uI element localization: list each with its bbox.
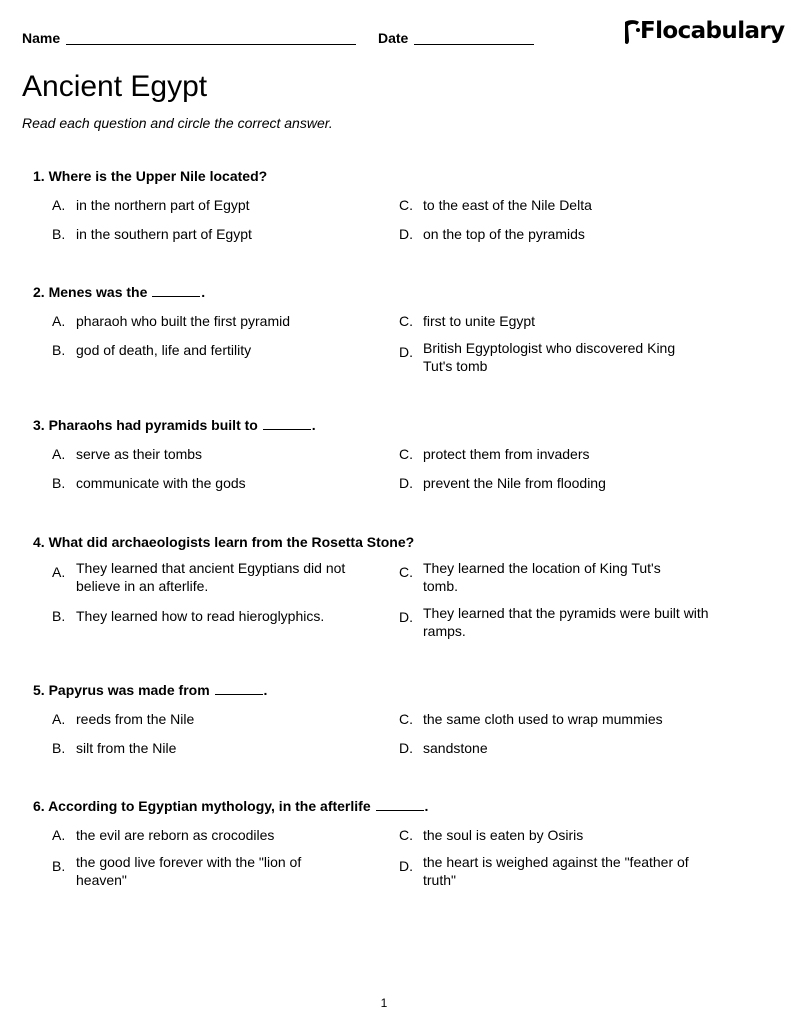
- question-prompt: What did archaeologists learn from the Rosetta Stone?: [48, 534, 415, 550]
- option-letter: A.: [52, 827, 66, 843]
- answer-blank: [263, 419, 311, 430]
- question-text: [33, 417, 733, 433]
- question-number: 2.: [33, 284, 45, 300]
- option-text: They learned that ancient Egyptians did not believe in an afterlife.: [76, 560, 346, 594]
- question-text: [33, 682, 733, 698]
- question-text: [33, 534, 733, 550]
- option-letter: D.: [399, 858, 413, 874]
- question-prompt: Menes was the: [48, 284, 148, 300]
- option-letter: D.: [399, 226, 413, 242]
- option-letter: A.: [52, 313, 66, 329]
- option-letter: D.: [399, 740, 413, 756]
- option-text: to the east of the Nile Delta: [423, 197, 592, 213]
- question-5: [33, 682, 733, 756]
- option-text: on the top of the pyramids: [423, 226, 585, 242]
- option-letter: C.: [399, 313, 413, 329]
- option-text: communicate with the gods: [76, 475, 246, 491]
- option-text: god of death, life and fertility: [76, 342, 252, 358]
- option-letter: C.: [399, 197, 413, 213]
- question-text: [33, 798, 733, 814]
- option-letter: D.: [399, 344, 413, 360]
- question-text: [33, 284, 733, 300]
- question-6: [33, 798, 733, 888]
- option-letter: B.: [52, 858, 66, 874]
- option-text: the good live forever with the "lion of heaven": [76, 854, 302, 888]
- option-text: first to unite Egypt: [423, 313, 536, 329]
- question-prompt: Papyrus was made from: [48, 682, 210, 698]
- question-number: 5.: [33, 682, 45, 698]
- question-suffix: .: [201, 284, 206, 300]
- option-text: British Egyptologist who discovered King Tut's tomb: [423, 340, 676, 374]
- option-text: the heart is weighed against the "feather of truth": [423, 854, 689, 888]
- option-text: the soul is eaten by Osiris: [423, 827, 584, 843]
- question-number: 6.: [33, 798, 45, 814]
- name-line[interactable]: [66, 44, 356, 45]
- option-letter: B.: [52, 226, 66, 242]
- option-text: reeds from the Nile: [76, 711, 195, 727]
- option-letter: A.: [52, 446, 66, 462]
- option-text: in the southern part of Egypt: [76, 226, 252, 242]
- option-letter: B.: [52, 740, 66, 756]
- date-label: Date: [378, 30, 409, 46]
- option-letter: D.: [399, 609, 413, 625]
- option-text: prevent the Nile from flooding: [423, 475, 606, 491]
- option-text: silt from the Nile: [76, 740, 177, 756]
- option-letter: B.: [52, 608, 66, 624]
- question-prompt: Pharaohs had pyramids built to: [48, 417, 258, 433]
- question-prompt: Where is the Upper Nile located?: [48, 168, 268, 184]
- option-text: pharaoh who built the first pyramid: [76, 313, 290, 329]
- option-letter: A.: [52, 711, 66, 727]
- answer-blank: [215, 684, 263, 695]
- date-line[interactable]: [414, 44, 534, 45]
- option-text: protect them from invaders: [423, 446, 590, 462]
- option-text: They learned that the pyramids were built with ramps.: [423, 605, 709, 639]
- option-letter: C.: [399, 827, 413, 843]
- option-letter: D.: [399, 475, 413, 491]
- option-letter: C.: [399, 446, 413, 462]
- page-title: Ancient Egypt: [22, 70, 208, 103]
- option-text: serve as their tombs: [76, 446, 203, 462]
- question-number: 3.: [33, 417, 45, 433]
- question-text: [33, 168, 733, 184]
- answer-blank: [152, 286, 200, 297]
- question-number: 4.: [33, 534, 45, 550]
- question-prompt: According to Egyptian mythology, in the afterlife: [48, 798, 371, 814]
- option-text: the same cloth used to wrap mummies: [423, 711, 663, 727]
- instructions: Read each question and circle the correct answer.: [22, 115, 333, 131]
- option-letter: A.: [52, 564, 66, 580]
- name-label: Name: [22, 30, 61, 46]
- option-letter: B.: [52, 342, 66, 358]
- option-text: the evil are reborn as crocodiles: [76, 827, 275, 843]
- option-letter: C.: [399, 564, 413, 580]
- logo-text: Flocabulary: [640, 18, 785, 44]
- question-suffix: .: [263, 682, 268, 698]
- question-3: [33, 417, 733, 491]
- question-suffix: .: [311, 417, 316, 433]
- option-text: sandstone: [423, 740, 488, 756]
- option-text: They learned how to read hieroglyphics.: [76, 608, 325, 624]
- question-4: [33, 534, 733, 639]
- option-letter: A.: [52, 197, 66, 213]
- flocabulary-logo: [622, 16, 785, 52]
- page-number: 1: [380, 996, 388, 1010]
- question-2: [33, 284, 733, 374]
- question-suffix: .: [424, 798, 429, 814]
- option-text: in the northern part of Egypt: [76, 197, 250, 213]
- answer-blank: [376, 800, 424, 811]
- option-letter: B.: [52, 475, 66, 491]
- worksheet-header: [22, 18, 785, 58]
- option-letter: C.: [399, 711, 413, 727]
- option-text: They learned the location of King Tut's tomb.: [423, 560, 661, 594]
- question-number: 1.: [33, 168, 45, 184]
- question-1: [33, 168, 733, 242]
